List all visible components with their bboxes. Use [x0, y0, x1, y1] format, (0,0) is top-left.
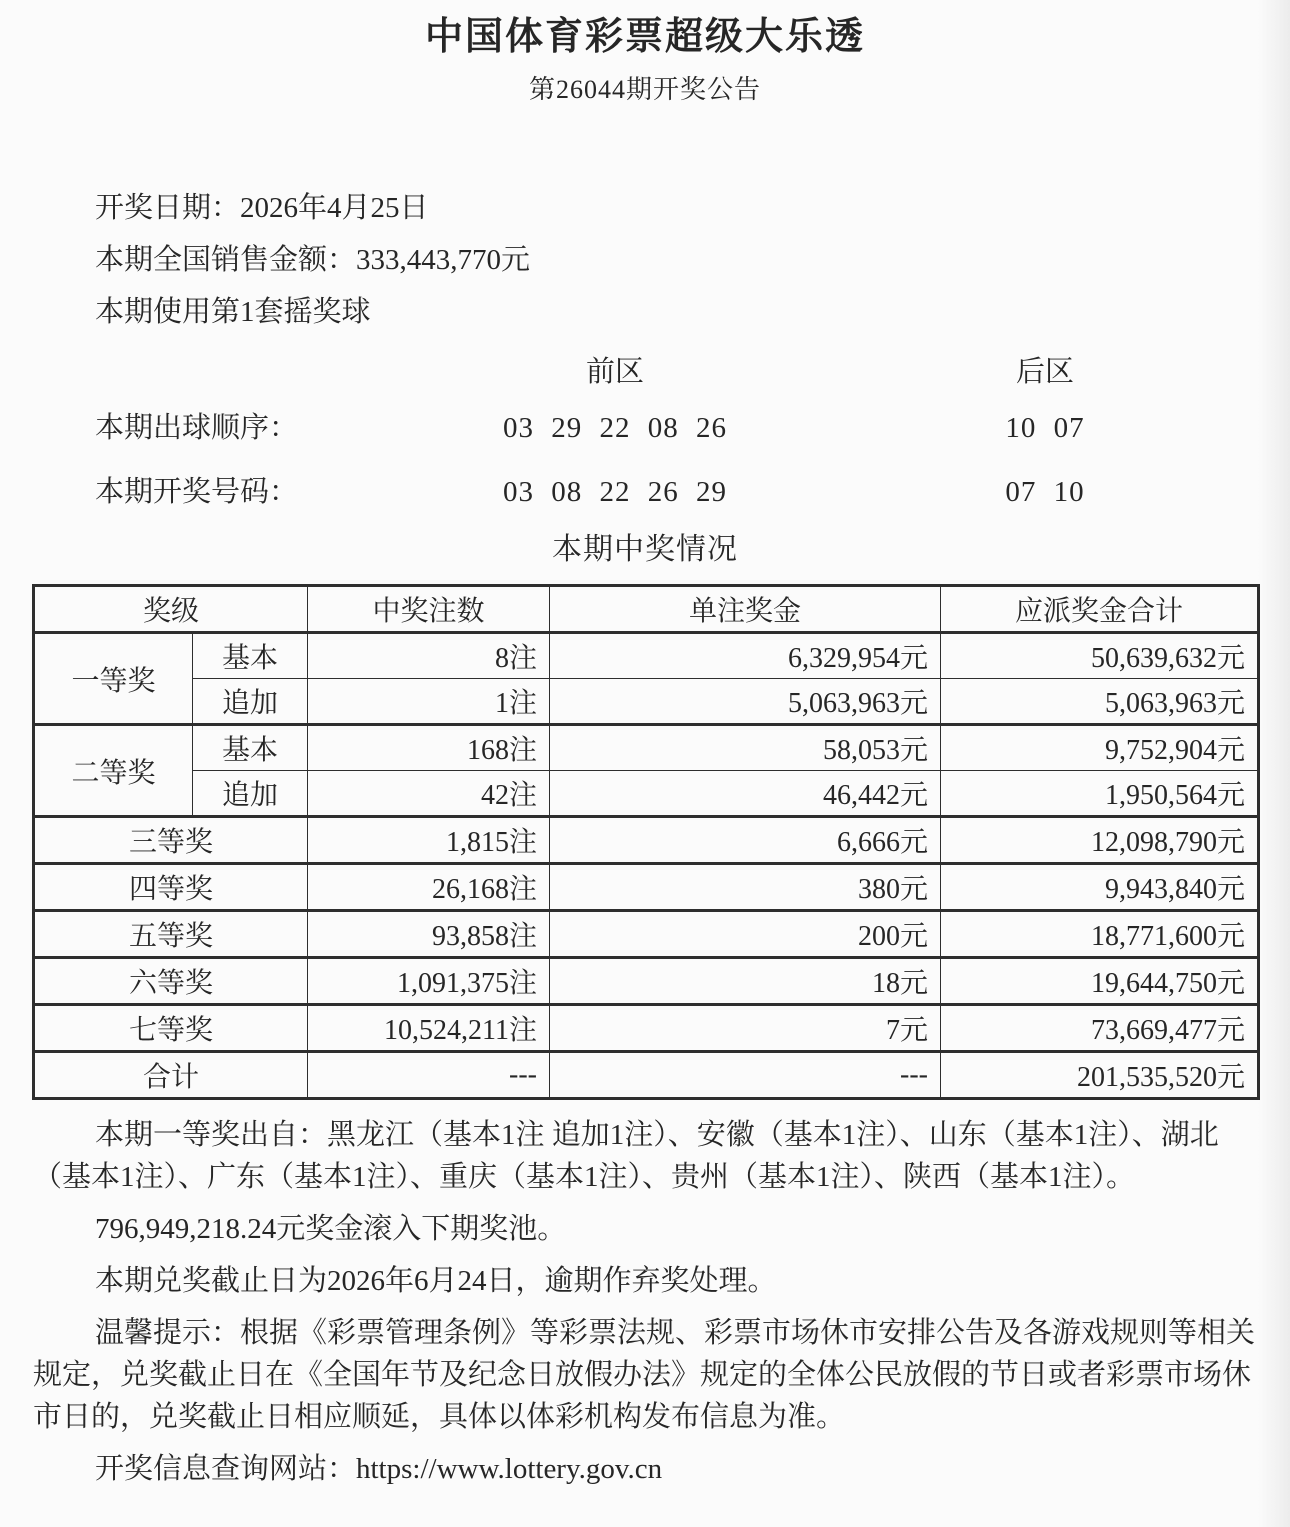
page-title: 中国体育彩票超级大乐透: [424, 16, 865, 58]
first-prize-origin-note: 本期一等奖出自：黑龙江（基本1注 追加1注）、安徽（基本1注）、山东（基本1注）、湖北（基本1注）、广东（基本1注）、重庆（基本1注）、贵州（基本1注）、陕西（基本1注）。: [33, 1119, 1219, 1193]
tier-cell: 四等奖: [34, 864, 308, 911]
table-row-totals: [34, 1052, 1259, 1099]
count-cell: 8注: [308, 633, 550, 679]
total-cell: 5,063,963元: [941, 679, 1259, 725]
draw-result-back-numbers: 07 10: [1005, 476, 1085, 508]
sales-amount-line: 本期全国销售金额：333,443,770元: [95, 244, 531, 276]
table-row-seventh-prize: [34, 1005, 1259, 1052]
prize-cell: 6,329,954元: [550, 633, 941, 679]
table-row-first-prize-basic: [34, 633, 1259, 679]
draw-result-gap: [755, 466, 925, 518]
count-cell: 1,815注: [308, 817, 550, 864]
table-row-sixth-prize: [34, 958, 1259, 1005]
draw-order-gap: [755, 402, 925, 454]
zone-header-row: [0, 346, 1290, 398]
draw-order-label: 本期出球顺序：: [95, 412, 299, 444]
draw-order-row: [0, 402, 1290, 454]
header-total: 应派奖金合计: [941, 586, 1259, 633]
prize-cell: 6,666元: [550, 817, 941, 864]
count-cell: 168注: [308, 725, 550, 771]
count-cell: 93,858注: [308, 911, 550, 958]
tier-cell: 合计: [34, 1052, 308, 1099]
total-cell: 12,098,790元: [941, 817, 1259, 864]
tier-cell: 一等奖: [34, 633, 193, 725]
total-cell: 18,771,600元: [941, 911, 1259, 958]
page-subtitle: 第26044期开奖公告: [528, 75, 761, 104]
total-cell: 9,943,840元: [941, 864, 1259, 911]
zone-header-spacer: [95, 346, 475, 398]
prize-cell: 18元: [550, 958, 941, 1005]
table-row-third-prize: [34, 817, 1259, 864]
reminder-note: 温馨提示：根据《彩票管理条例》等彩票法规、彩票市场休市安排公告及各游戏规则等相关规定，兑奖截止日在《全国年节及纪念日放假办法》规定的全体公民放假的节日或者彩票市场休市日的，兑奖截止日相应顺延，具体以体彩机构发布信息为准。: [33, 1317, 1256, 1433]
prize-cell: 7元: [550, 1005, 941, 1052]
rollover-note: 796,949,218.24元奖金滚入下期奖池。: [95, 1213, 567, 1245]
winnings-section-title: 本期中奖情况: [552, 533, 738, 566]
prize-cell: 58,053元: [550, 725, 941, 771]
count-cell: ---: [308, 1052, 550, 1099]
header-count: 中奖注数: [308, 586, 550, 633]
lottery-announcement-document: [0, 14, 1290, 1490]
winnings-table: [32, 584, 1260, 1100]
count-cell: 26,168注: [308, 864, 550, 911]
count-cell: 10,524,211注: [308, 1005, 550, 1052]
subtype-cell: 追加: [193, 679, 308, 725]
table-row-second-prize-basic: [34, 725, 1259, 771]
count-cell: 42注: [308, 771, 550, 817]
website-line: 开奖信息查询网站：https://www.lottery.gov.cn: [95, 1453, 663, 1485]
header-tier: 奖级: [34, 586, 308, 633]
draw-info-block: [95, 182, 1290, 338]
prize-cell: ---: [550, 1052, 941, 1099]
front-zone-label: 前区: [585, 356, 644, 388]
table-header-row: [34, 586, 1259, 633]
total-cell: 201,535,520元: [941, 1052, 1259, 1099]
prize-cell: 380元: [550, 864, 941, 911]
prize-cell: 5,063,963元: [550, 679, 941, 725]
ball-set-line: 本期使用第1套摇奖球: [95, 296, 371, 328]
tier-cell: 二等奖: [34, 725, 193, 817]
count-cell: 1注: [308, 679, 550, 725]
draw-result-front-numbers: 03 08 22 26 29: [503, 476, 727, 508]
table-row-fifth-prize: [34, 911, 1259, 958]
table-row-second-prize-extra: [34, 771, 1259, 817]
total-cell: 73,669,477元: [941, 1005, 1259, 1052]
back-zone-label: 后区: [1015, 356, 1074, 388]
prize-cell: 200元: [550, 911, 941, 958]
draw-order-front-numbers: 03 29 22 08 26: [503, 412, 727, 444]
subtype-cell: 基本: [193, 633, 308, 679]
draw-date-line: 开奖日期：2026年4月25日: [95, 192, 429, 224]
total-cell: 1,950,564元: [941, 771, 1259, 817]
tier-cell: 五等奖: [34, 911, 308, 958]
prize-cell: 46,442元: [550, 771, 941, 817]
total-cell: 50,639,632元: [941, 633, 1259, 679]
table-row-fourth-prize: [34, 864, 1259, 911]
draw-order-back-numbers: 10 07: [1005, 412, 1085, 444]
tier-cell: 七等奖: [34, 1005, 308, 1052]
header-prize: 单注奖金: [550, 586, 941, 633]
subtype-cell: 追加: [193, 771, 308, 817]
table-row-first-prize-extra: [34, 679, 1259, 725]
total-cell: 19,644,750元: [941, 958, 1259, 1005]
total-cell: 9,752,904元: [941, 725, 1259, 771]
tier-cell: 六等奖: [34, 958, 308, 1005]
subtype-cell: 基本: [193, 725, 308, 771]
draw-result-row: [0, 466, 1290, 518]
tier-cell: 三等奖: [34, 817, 308, 864]
notes-block: [33, 1114, 1265, 1490]
deadline-note: 本期兑奖截止日为2026年6月24日，逾期作弃奖处理。: [95, 1265, 777, 1297]
count-cell: 1,091,375注: [308, 958, 550, 1005]
draw-result-label: 本期开奖号码：: [95, 476, 299, 508]
zone-gap: [755, 346, 925, 398]
